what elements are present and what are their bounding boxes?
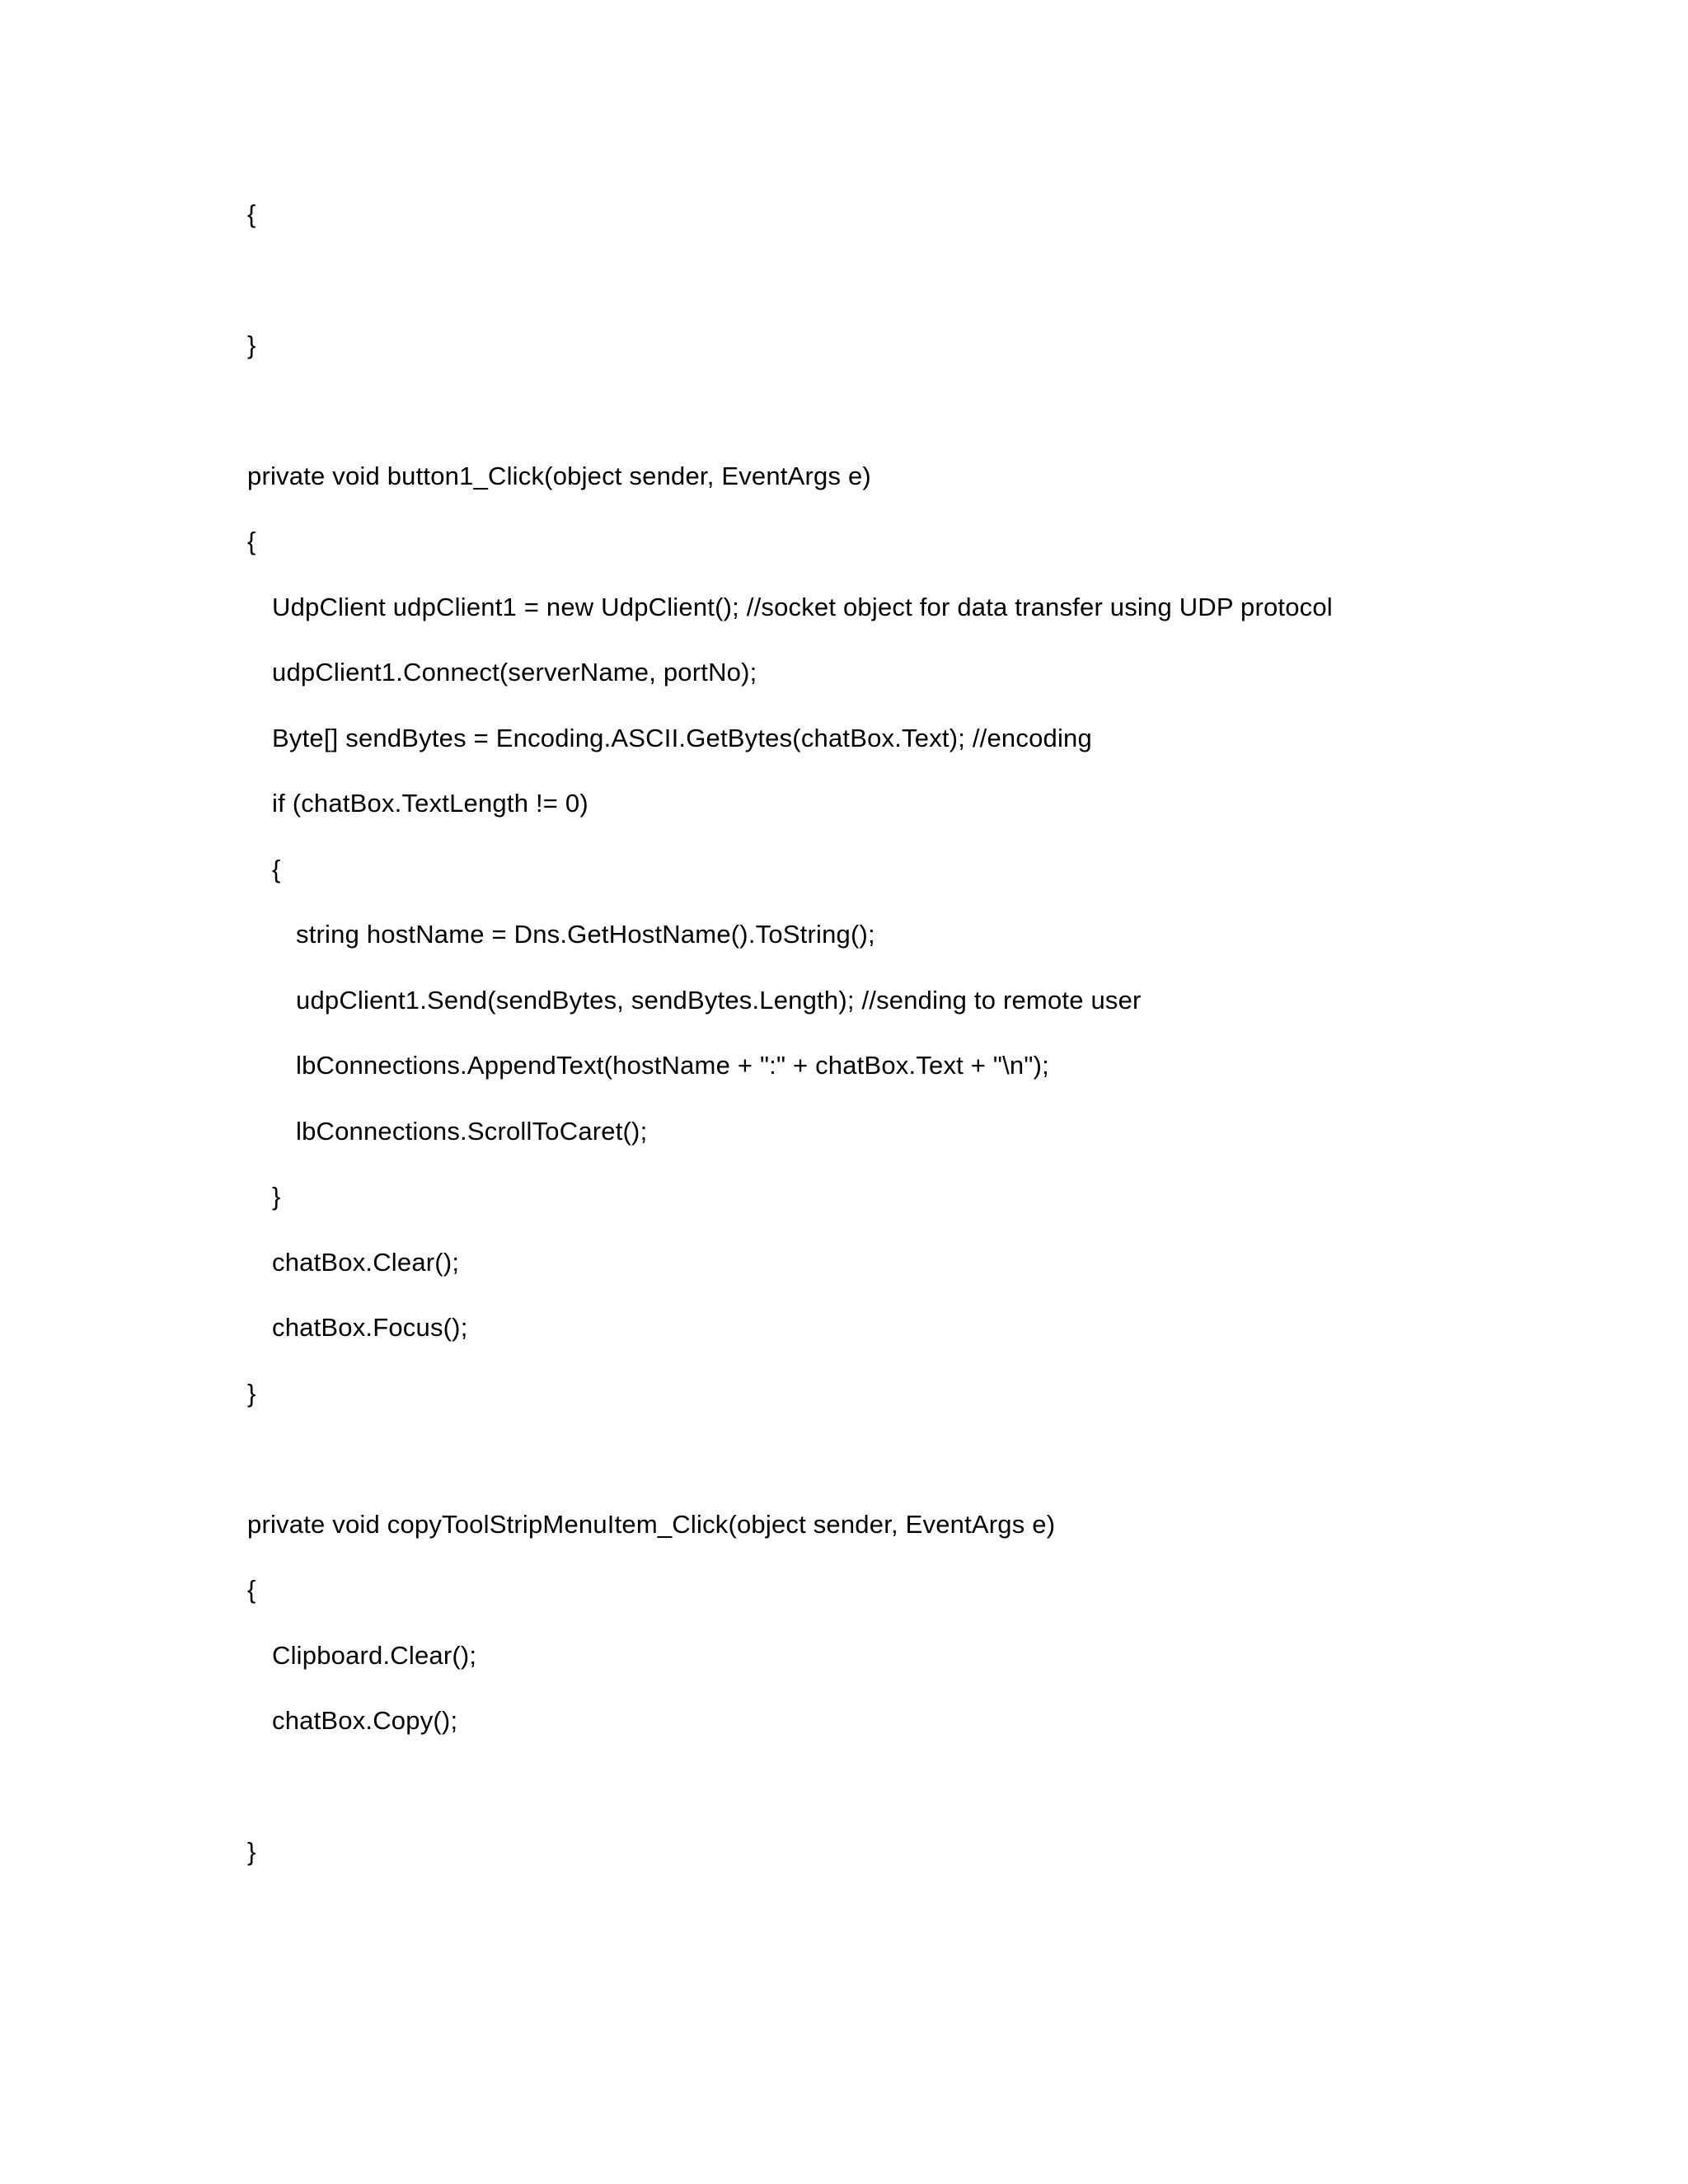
code-line: chatBox.Clear();: [272, 1248, 460, 1277]
code-line: }: [272, 1182, 281, 1211]
code-line: udpClient1.Send(sendBytes, sendBytes.Length); //sending to remote user: [296, 986, 1142, 1015]
code-line: string hostName = Dns.GetHostName().ToString();: [296, 920, 875, 949]
code-line: chatBox.Focus();: [272, 1313, 468, 1342]
code-line: chatBox.Copy();: [272, 1706, 458, 1735]
method-signature: private void button1_Click(object sender, EventArgs e): [247, 462, 871, 490]
code-line: }: [247, 330, 256, 359]
code-line: if (chatBox.TextLength != 0): [272, 789, 588, 818]
code-line: }: [247, 1837, 256, 1866]
code-line: udpClient1.Connect(serverName, portNo);: [272, 658, 757, 687]
code-line: Clipboard.Clear();: [272, 1641, 477, 1670]
method-signature: private void copyToolStripMenuItem_Click(object sender, EventArgs e): [247, 1510, 1056, 1539]
code-line: {: [272, 855, 281, 883]
code-line: Byte[] sendBytes = Encoding.ASCII.GetBytes(chatBox.Text); //encoding: [272, 724, 1092, 752]
code-line: lbConnections.ScrollToCaret();: [296, 1117, 648, 1146]
code-line: {: [247, 199, 256, 228]
code-line: }: [247, 1379, 256, 1408]
code-line: {: [247, 527, 256, 555]
code-line: {: [247, 1575, 256, 1604]
code-line: UdpClient udpClient1 = new UdpClient(); //socket object for data transfer using UDP protocol: [272, 593, 1333, 621]
code-line: lbConnections.AppendText(hostName + ":" + chatBox.Text + "\n");: [296, 1051, 1049, 1080]
